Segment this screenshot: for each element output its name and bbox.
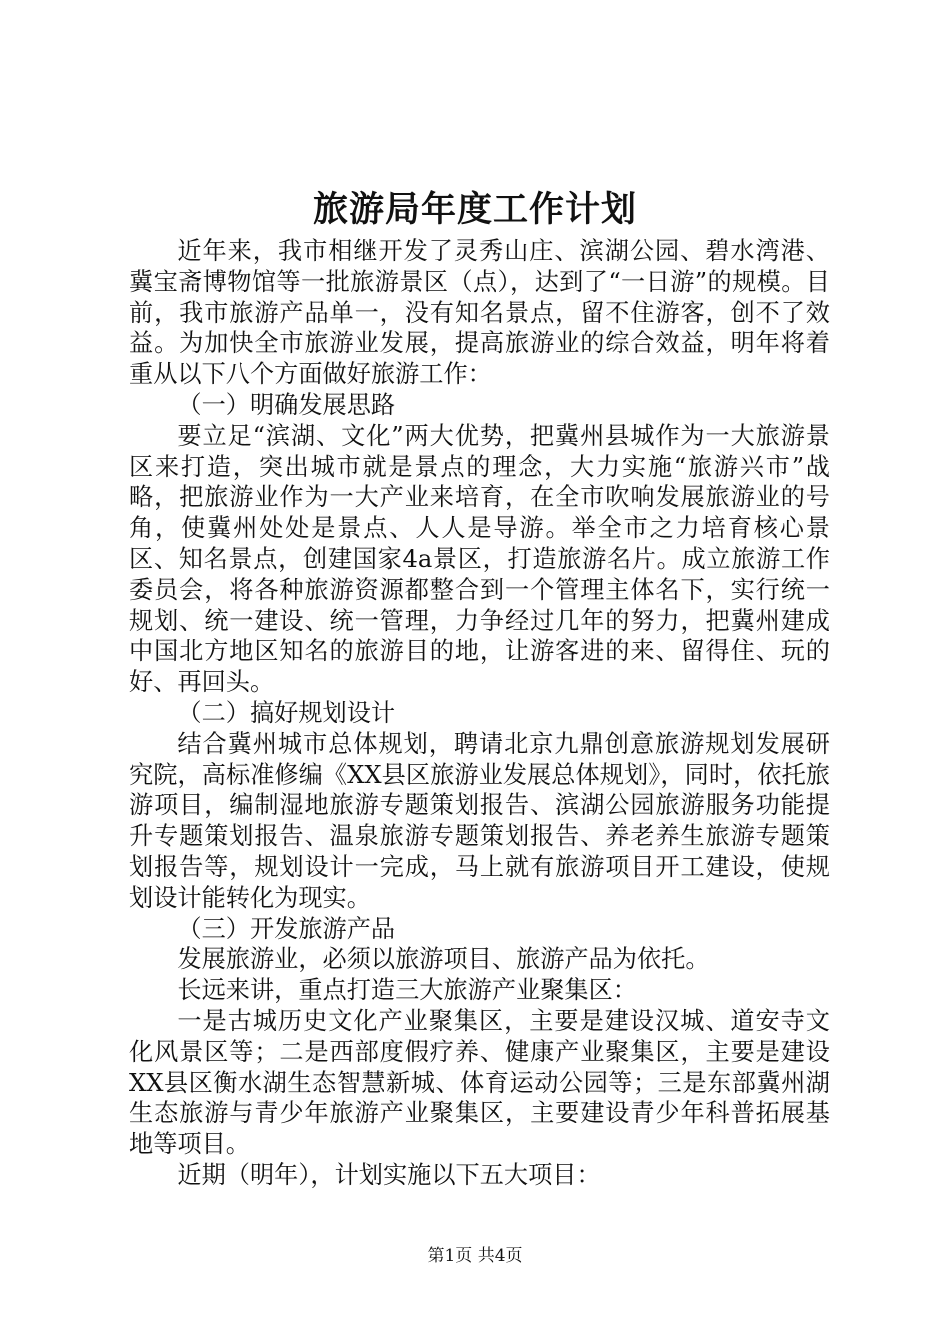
paragraph-section-1: 要立足“滨湖、文化”两大优势，把冀州县城作为一大旅游景区来打造，突出城市就是景点的理念，大力实施“旅游兴市”战略，把旅游业作为一大产业来培育，在全市吹响发展旅游业的号角，使冀州处处是景点、人人是导游。举全市之力培育核心景区、知名景点，创建国家4a景区，打造旅游名片。成立旅游工作委员会，将各种旅游资源都整合到一个管理主体名下，实行统一规划、统一建设、统一管理，力争经过几年的努力，把冀州建成中国北方地区知名的旅游目的地，让游客进的来、留得住、玩的好、再回头。: [129, 421, 830, 697]
paragraph-section-3c: 一是古城历史文化产业聚集区，主要是建设汉城、道安寺文化风景区等；二是西部度假疗养、健康产业聚集区，主要是建设XX县区衡水湖生态智慧新城、体育运动公园等；三是东部冀州湖生态旅游与青少年旅游产业聚集区，主要建设青少年科普拓展基地等项目。: [129, 1006, 830, 1159]
paragraph-section-3a: 发展旅游业，必须以旅游项目、旅游产品为依托。: [177, 945, 710, 974]
page-number: 第1页 共4页: [427, 1246, 523, 1266]
paragraph-section-3b: 长远来讲，重点打造三大旅游产业聚集区：: [177, 976, 637, 1005]
section-heading-3: （三）开发旅游产品: [177, 914, 396, 943]
section-heading-1: （一）明确发展思路: [177, 390, 396, 419]
section-heading-2: （二）搞好规划设计: [177, 698, 396, 727]
paragraph-section-3d: 近期（明年），计划实施以下五大项目：: [177, 1160, 601, 1189]
paragraph-intro: 近年来，我市相继开发了灵秀山庄、滨湖公园、碧水湾港、冀宝斋博物馆等一批旅游景区（点），达到了“一日游”的规模。目前，我市旅游产品单一，没有知名景点，留不住游客，创不了效益。为加快全市旅游业发展，提高旅游业的综合效益，明年将着重从以下八个方面做好旅游工作：: [129, 237, 830, 389]
paragraph-section-2: 结合冀州城市总体规划，聘请北京九鼎创意旅游规划发展研究院，高标准修编《XX县区旅游业发展总体规划》，同时，依托旅游项目，编制湿地旅游专题策划报告、滨湖公园旅游服务功能提升专题策划报告、温泉旅游专题策划报告、养老养生旅游专题策划报告等，规划设计一完成，马上就有旅游项目开工建设，使规划设计能转化为现实。: [129, 729, 830, 912]
document-body: [129, 236, 830, 1191]
document-title: 旅游局年度工作计划: [312, 189, 637, 230]
